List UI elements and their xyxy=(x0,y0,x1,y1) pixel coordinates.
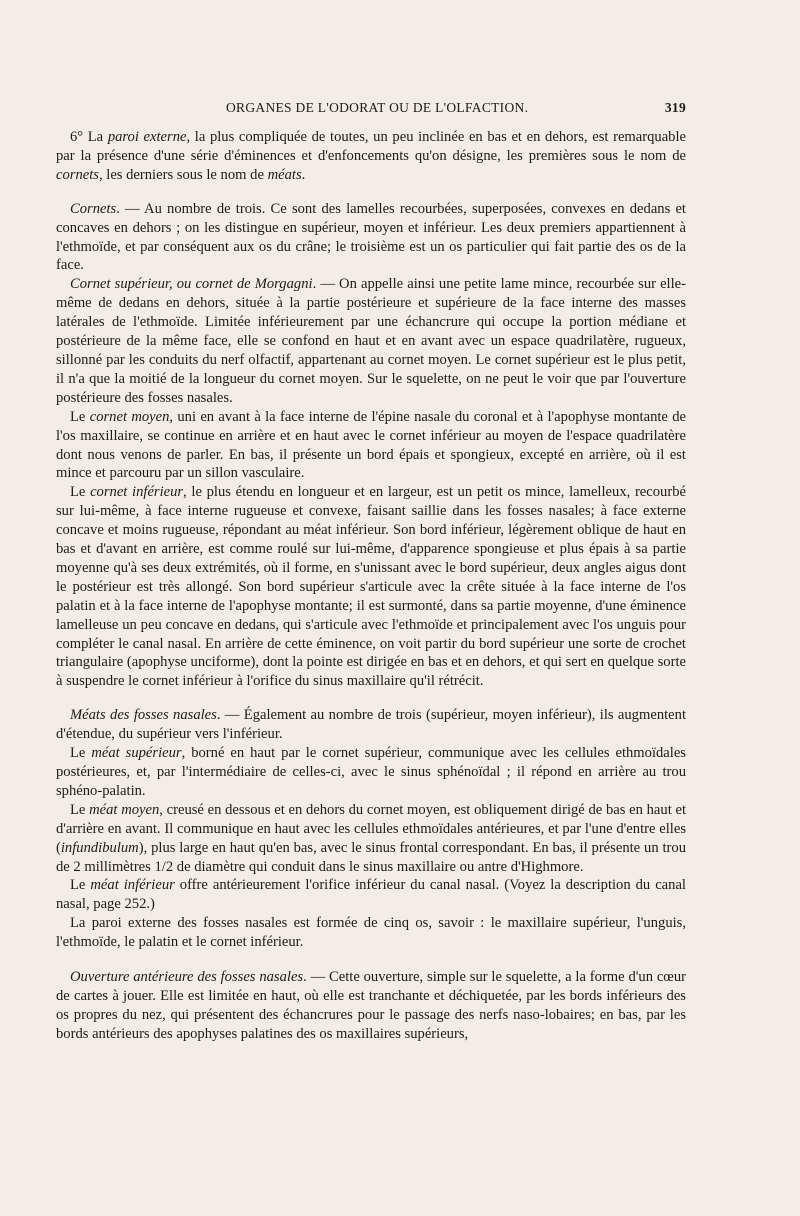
paragraph-paroi-externe xyxy=(56,128,686,185)
paragraph-meats xyxy=(56,706,686,744)
paragraph-lead-term: méat moyen xyxy=(89,801,160,818)
running-header xyxy=(56,100,686,120)
paragraph-text: La paroi externe des fosses nasales est formée de cinq os, savoir : le maxillaire supérieur, l'unguis, l'ethmoïde, le palatin et le cornet inférieur. xyxy=(56,915,686,951)
paragraph-lead-term: Cornet supérieur, ou cornet de Morgagni xyxy=(70,276,313,293)
paragraph-lead-term: paroi externe xyxy=(107,129,187,145)
paragraph-meat-superieur xyxy=(56,744,686,801)
paragraph-text: offre antérieurement l'orifice inférieur du canal nasal. (Voyez la description du canal nasal, page 252.) xyxy=(56,877,686,913)
paragraph-lead-term: Ouverture antérieure des fosses nasales xyxy=(70,969,304,986)
paragraph-meat-moyen xyxy=(56,801,686,877)
paragraph-cornets xyxy=(56,200,686,276)
paragraph-cornet-inferieur xyxy=(56,483,686,691)
paragraph-lead-prefix: Le xyxy=(70,484,91,501)
body-text xyxy=(56,128,686,1044)
paragraph-text: . xyxy=(301,166,306,183)
paragraph-lead-prefix: 6° La xyxy=(70,129,108,145)
paragraph-text: . — Au nombre de trois. Ce sont des lamelles recourbées, superposées, convexes en dedans et concaves en dehors ; on les distingue en supérieur, moyen et inférieur. Les deux premiers appartiennent à l'ethmoïde, et par conséquent aux os du crâne; le troisième est un os particulier qui fait partie des os de la face. xyxy=(56,200,686,274)
paragraph-text: , creusé en dessous et en dehors du cornet moyen, est obliquement dirigé de bas en haut et d'arrière en avant. Il communique en haut avec les cellules ethmoïdales antérieures, et par l'une d'entre elles ( xyxy=(56,801,686,856)
paragraph-text: , la plus compliquée de toutes, un peu inclinée en bas et en dehors, est remarquable par la présence d'une série d'éminences et d'enfoncements qu'on désigne, les premières sous le nom de xyxy=(56,129,687,164)
paragraph-lead-term: Cornets xyxy=(70,200,117,217)
paragraph-text: . — Également au nombre de trois (supérieur, moyen inférieur), ils augmentent d'étendue, du supérieur vers l'inférieur. xyxy=(56,707,686,743)
paragraph-term: infundibulum xyxy=(60,839,139,856)
paragraph-cornet-superieur xyxy=(56,275,686,407)
paragraph-text: , le plus étendu en longueur et en largeur, est un petit os mince, lamelleux, recourbé sur lui-même, à face interne rugueuse et convexe, faisant saillie dans les fosses nasales; à face externe concave et moins rugueuse, répondant au méat inférieur. Son bord inférieur, légèrement oblique de haut en bas et d'avant en arrière, est comme roulé sur lui-même, d'apparence spongieuse et plus épais à sa partie moyenne qu'à ses deux extrémités, où il forme, en s'unissant avec le bord supérieur, deux angles aigus dont le postérieur est très allongé. Son bord supérieur s'articule avec la crête située à la face interne de l'os palatin et à la face interne de l'apophyse montante; il est surmonté, dans sa partie moyenne, d'une éminence lamelleuse un peu concave en dedans, qui s'articule avec l'ethmoïde et principalement avec l'os unguis pour compléter le canal nasal. En arrière de cette éminence, on voit partir du bord supérieur une sorte de crochet triangulaire (apophyse unciforme), dont la pointe est dirigée en bas et en dehors, et qui sert en quelque sorte à suspendre le cornet inférieur à l'orifice du sinus maxillaire qu'il rétrécit. xyxy=(56,484,686,690)
paragraph-term: méats xyxy=(267,166,302,183)
paragraph-term: cornets xyxy=(56,166,99,183)
paragraph-cornet-moyen xyxy=(56,408,686,484)
paragraph-paroi-os xyxy=(56,914,686,952)
paragraph-text: ), plus large en haut qu'en bas, avec le sinus frontal correspondant. En bas, il présente un trou de 2 millimètres 1/2 de diamètre qui conduit dans le sinus maxillaire ou antre d'Highmore. xyxy=(56,839,686,875)
paragraph-meat-inferieur xyxy=(56,876,686,914)
paragraph-text: . — Cette ouverture, simple sur le squelette, a la forme d'un cœur de cartes à jouer. Elle est limitée en haut, où elle est tranchante et déchiquetée, par les bords inférieurs des os propres du nez, qui présentent des échancrures pour le passage des nerfs naso-lobaires; en bas, par les bords antérieurs des apophyses palatines des os maxillaires supérieurs, xyxy=(56,969,686,1042)
paragraph-lead-prefix: Le xyxy=(70,877,91,894)
paragraph-lead-prefix: Le xyxy=(70,745,92,762)
paragraph-text: , uni en avant à la face interne de l'épine nasale du coronal et à l'apophyse montante de l'os maxillaire, se continue en arrière et en haut avec le cornet inférieur au moyen de l'espace quadrilatère dont nous venons de parler. En bas, il présente un bord épais et spongieux, excepté en arrière, où il est mince et parcouru par un sillon vasculaire. xyxy=(56,408,686,482)
running-title: ORGANES DE L'ODORAT OU DE L'OLFACTION. xyxy=(226,100,529,115)
paragraph-lead-term: cornet inférieur xyxy=(90,484,184,501)
paragraph-lead-term: cornet moyen xyxy=(89,408,170,425)
paragraph-text: , borné en haut par le cornet supérieur, communique avec les cellules ethmoïdales postérieures, et, par l'intermédiaire de celles-ci, avec le sinus sphénoïdal ; il répond en arrière au trou sphéno-palatin. xyxy=(56,745,686,799)
paragraph-lead-term: méat supérieur xyxy=(91,745,182,762)
paragraph-ouverture-anterieure xyxy=(56,968,686,1044)
paragraph-lead-prefix: Le xyxy=(70,801,90,818)
paragraph-text: , les derniers sous le nom de xyxy=(98,166,268,183)
page-number: 319 xyxy=(664,100,686,115)
paragraph-text: . — On appelle ainsi une petite lame mince, recourbée sur elle-même de dedans en dehors, située à la partie postérieure et supérieure de la face interne des masses latérales de l'ethmoïde. Limitée inférieurement par une échancrure qui occupe la portion médiane et postérieure de la même face, elle se confond en haut et en avant avec un espace quadrilatère, rugueux, sillonné par les conduits du nerf olfactif, appartenant au cornet moyen. Le cornet supérieur est le plus petit, il n'a que la moitié de la longueur du cornet moyen. Sur le squelette, on ne peut le voir que par l'ouverture postérieure des fosses nasales. xyxy=(56,276,687,406)
paragraph-lead-prefix: Le xyxy=(70,408,90,425)
paragraph-lead-term: méat inférieur xyxy=(90,877,175,894)
paragraph-lead-term: Méats des fosses nasales xyxy=(70,707,217,724)
